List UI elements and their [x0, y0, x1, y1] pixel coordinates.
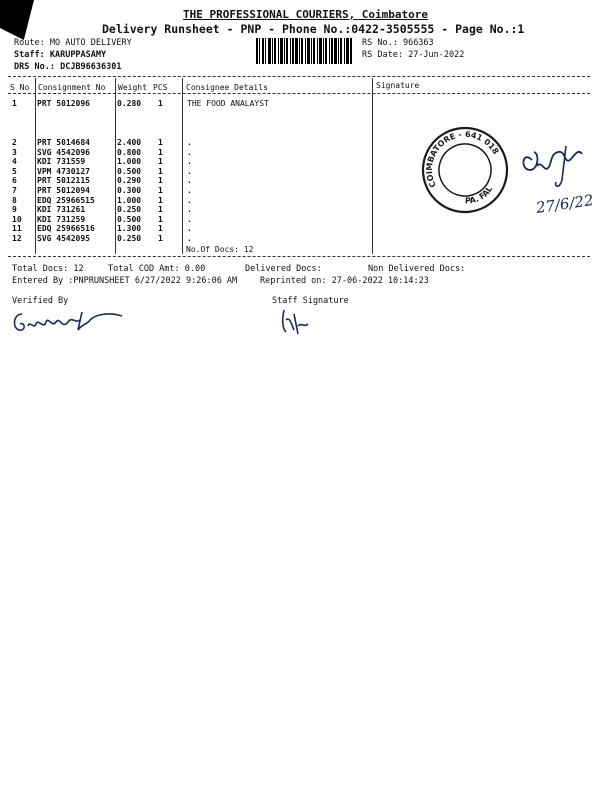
reprinted-on: Reprinted on: 27-06-2022 10:14:23 — [260, 276, 429, 286]
cell-consignment: KDI 731261 — [37, 205, 86, 215]
staff-signature-mark — [278, 304, 318, 338]
route-value: MO AUTO DELIVERY — [49, 38, 132, 48]
cell-weight: 1.000 — [117, 195, 142, 205]
stamp-top-text: COIMBATORE - 641 018 — [424, 129, 501, 189]
cell-consignee: . — [187, 166, 192, 176]
cell-sno: 5 — [12, 166, 17, 176]
entered-by: Entered By :PNPRUNSHEET 6/27/2022 9:26:06 AM — [12, 276, 238, 286]
cell-pcs: 1 — [158, 157, 163, 167]
cell-consignee: THE FOOD ANALAYST — [187, 99, 269, 108]
rs-date-value: 27-Jun-2022 — [408, 50, 465, 60]
stamp-bottom-text: PA. FAL — [464, 184, 495, 206]
cell-sno: 3 — [12, 147, 17, 157]
delivered-docs: Delivered Docs: — [245, 264, 322, 274]
cell-consignment: EDQ 25966516 — [37, 224, 95, 234]
cell-pcs: 1 — [158, 176, 163, 186]
cell-weight: 0.280 — [117, 99, 142, 108]
no-of-docs: No.Of Docs: 12 — [186, 245, 254, 254]
table-row — [10, 157, 370, 167]
cell-consignment: KDI 731559 — [37, 157, 86, 167]
cell-consignee: . — [187, 147, 192, 157]
cell-pcs: 1 — [158, 234, 163, 243]
table-row — [10, 148, 370, 158]
cell-weight: 0.300 — [117, 186, 142, 195]
postal-stamp — [420, 125, 510, 215]
rs-no-label: RS No.: — [362, 38, 398, 48]
route-line — [14, 38, 132, 48]
cell-weight: 0.500 — [117, 214, 142, 224]
barcode — [256, 38, 352, 64]
cell-sno: 9 — [12, 205, 17, 215]
staff-signature-label: Staff Signature — [272, 296, 349, 306]
cell-consignee: . — [187, 186, 192, 195]
drs-label: DRS No.: — [14, 62, 55, 72]
non-delivered-docs: Non Delivered Docs: — [368, 264, 466, 274]
cell-sno: 4 — [12, 157, 17, 167]
company-name: THE PROFESSIONAL COURIERS, Coimbatore — [183, 8, 429, 21]
drs-value: DCJB96636301 — [60, 62, 122, 72]
table-row — [10, 215, 370, 225]
cell-consignee: . — [187, 234, 192, 243]
cell-sno: 6 — [12, 176, 17, 186]
table-row — [10, 234, 370, 244]
staff-value: KARUPPASAMY — [49, 50, 107, 60]
cell-consignment: EDQ 25966515 — [37, 195, 95, 205]
table-header-rule — [8, 93, 590, 94]
cell-weight: 2.400 — [117, 138, 142, 147]
cell-sno: 11 — [12, 224, 22, 234]
table-row — [10, 167, 370, 177]
cell-consignee: . — [187, 176, 192, 186]
cell-weight: 1.000 — [117, 157, 142, 167]
cell-weight: 0.250 — [117, 234, 142, 243]
verifier-signature — [10, 304, 130, 338]
drs-line — [14, 62, 122, 72]
staff-label: Staff: — [14, 50, 45, 60]
cell-pcs: 1 — [158, 186, 163, 195]
cell-sno: 12 — [12, 234, 22, 243]
cell-pcs: 1 — [158, 99, 163, 108]
cell-consignee: . — [187, 214, 192, 224]
handwritten-date: 27/6/22 — [534, 191, 595, 217]
cell-weight: 0.290 — [117, 176, 142, 186]
cell-weight: 0.250 — [117, 205, 142, 215]
rs-no-line — [362, 38, 434, 48]
table-top-rule — [8, 76, 590, 77]
staff-line — [14, 50, 106, 60]
col-header-pcs: PCS — [153, 83, 168, 92]
cell-pcs: 1 — [158, 224, 163, 234]
cell-sno: 2 — [12, 138, 17, 147]
cell-sno: 8 — [12, 195, 17, 205]
cell-weight: 0.500 — [117, 166, 142, 176]
cell-consignment: PRT 5012096 — [37, 99, 90, 108]
handwritten-signature — [518, 140, 596, 224]
cell-pcs: 1 — [158, 166, 163, 176]
cell-consignment: PRT 5012115 — [37, 176, 90, 186]
cell-pcs: 1 — [158, 138, 163, 147]
col-divider — [372, 78, 373, 254]
rs-no-value: 966363 — [402, 38, 434, 48]
cell-consignment: KDI 731259 — [37, 214, 86, 224]
cell-consignment: VPM 4730127 — [37, 166, 90, 176]
col-header-weight: Weight — [118, 83, 147, 92]
cell-consignee: . — [187, 195, 192, 205]
cell-weight: 1.300 — [117, 224, 142, 234]
col-header-consignment: Consignment No — [38, 83, 106, 92]
table-row — [10, 138, 370, 148]
cell-consignee: . — [187, 205, 192, 215]
cell-consignee: . — [187, 224, 192, 234]
cell-pcs: 1 — [158, 214, 163, 224]
col-header-sno: S No — [10, 83, 30, 92]
cell-consignment: SVG 4542096 — [37, 147, 90, 157]
table-row — [10, 99, 370, 109]
cell-consignment: PRT 5012094 — [37, 186, 90, 195]
runsheet-title: Delivery Runsheet - PNP - Phone No.:0422-3505555 - Page No.:1 — [102, 22, 525, 36]
route-label: Route: — [14, 38, 45, 48]
cell-pcs: 1 — [158, 205, 163, 215]
cell-consignment: SVG 4542095 — [37, 234, 90, 243]
table-row — [10, 186, 370, 196]
cell-sno: 1 — [12, 99, 17, 108]
table-row — [10, 224, 370, 234]
rs-date-line — [362, 50, 464, 60]
total-cod-amount: Total COD Amt: 0.00 — [108, 264, 206, 274]
table-row — [10, 205, 370, 215]
cell-sno: 10 — [12, 214, 22, 224]
table-row — [10, 176, 370, 186]
total-docs: Total Docs: 12 — [12, 264, 84, 274]
cell-consignment: PRT 5014684 — [37, 138, 90, 147]
rs-date-label: RS Date: — [362, 50, 403, 60]
cell-consignee: . — [187, 138, 192, 147]
scan-corner-mark — [0, 0, 34, 40]
cell-pcs: 1 — [158, 195, 163, 205]
cell-pcs: 1 — [158, 147, 163, 157]
verified-by-label: Verified By — [12, 296, 69, 306]
col-header-consignee: Consignee Details — [186, 83, 268, 92]
table-bottom-rule — [8, 256, 590, 257]
cell-weight: 0.800 — [117, 147, 142, 157]
table-row — [10, 196, 370, 206]
col-header-signature: Signature — [376, 81, 420, 90]
cell-consignee: . — [187, 157, 192, 167]
cell-sno: 7 — [12, 186, 17, 195]
